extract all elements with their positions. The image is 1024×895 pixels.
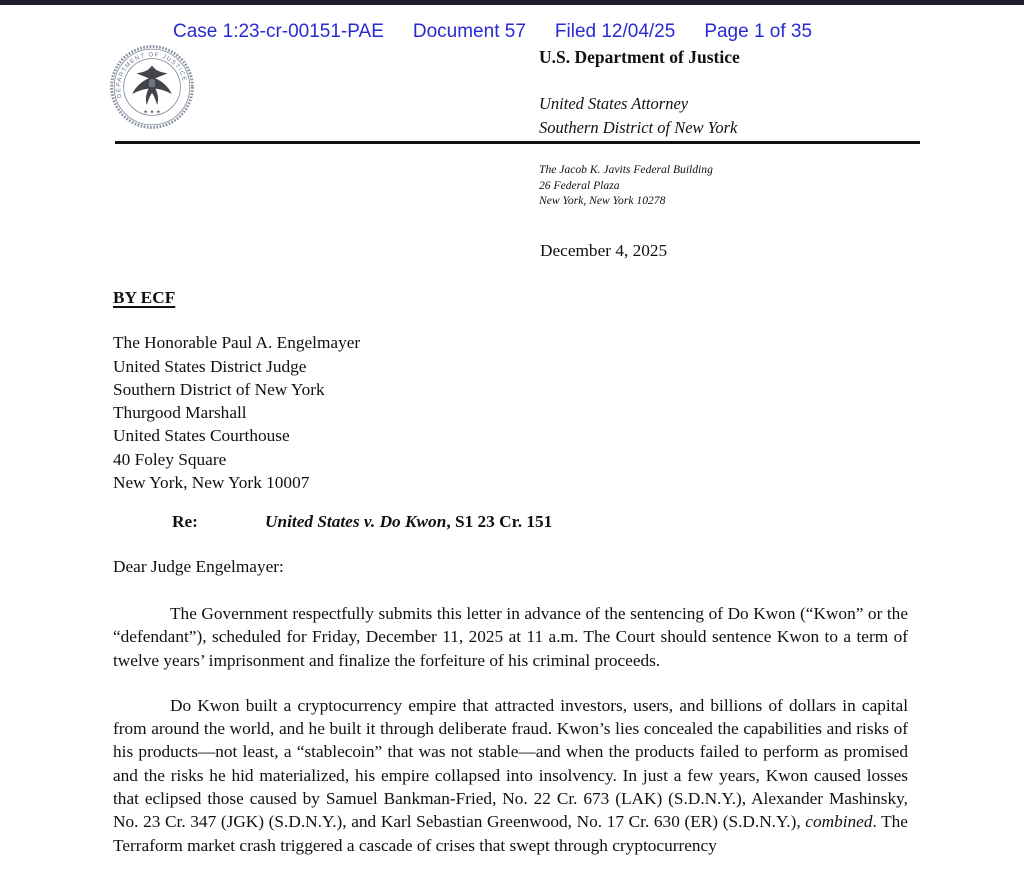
letter-body — [113, 286, 908, 874]
recipient-address-block — [113, 331, 908, 494]
letterhead-divider — [115, 141, 920, 144]
ecf-case-number: Case 1:23-cr-00151-PAE — [173, 21, 384, 42]
seal-eagle-icon — [132, 66, 172, 106]
recipient-line: Thurgood Marshall — [113, 403, 247, 423]
letter-date: December 4, 2025 — [540, 241, 668, 260]
recipient-line: The Honorable Paul A. Engelmayer — [113, 333, 361, 353]
ecf-document-number: Document 57 — [412, 21, 526, 42]
window-top-edge — [0, 0, 1024, 5]
building-address-line: The Jacob K. Javits Federal Building — [539, 163, 713, 176]
re-case-number: , S1 23 Cr. 151 — [446, 512, 553, 532]
doj-seal-icon — [109, 44, 195, 130]
agency-name: U.S. Department of Justice — [539, 47, 740, 67]
salutation: Dear Judge Engelmayer: — [113, 556, 284, 576]
body-paragraph-1: The Government respectfully submits this letter in advance of the sentencing of Do Kwon (“Kwon” or the “defendant”), scheduled for Friday, December 11, 2025 at 11 a.m. The Court should sentence Kwon to a term of twelve years’ imprisonment and finalize the forfeiture of his criminal proceeds. — [113, 603, 908, 670]
seal-stars: ★ ★ ★ — [143, 109, 161, 116]
letterhead — [539, 47, 939, 139]
body-paragraph-2: Do Kwon built a cryptocurrency empire that attracted investors, users, and billions of dollars in capital from around the world, and he built it through deliberate fraud. Kwon’s lies concealed the capabilities and risks of his products—not least, a “stablecoin” that was not stable—and when the products failed to perform as promised and the risks he hid materialized, his empire collapsed into insolvency. In just a few years, Kwon caused losses that eclipsed those caused by Samuel Bankman-Fried, No. 22 Cr. 673 (LAK) (S.D.N.Y.), Alexander Mashinsky, No. 23 Cr. 347 (JGK) (S.D.N.Y.), and Karl Sebastian Greenwood, No. 17 Cr. 630 (ER) (S.D.N.Y.), combined. The Terraform market crash triggered a cascade of crises that swept through cryptocurrency — [113, 695, 908, 855]
ecf-filed-date: Filed 12/04/25 — [554, 21, 676, 42]
recipient-line: Southern District of New York — [113, 379, 325, 399]
re-label: Re: — [172, 512, 198, 532]
delivery-method: BY ECF — [113, 288, 176, 307]
building-address — [539, 162, 713, 209]
re-case-name: United States v. Do Kwon — [265, 512, 447, 532]
building-address-line: 26 Federal Plaza — [539, 178, 620, 192]
building-address-line: New York, New York 10278 — [539, 194, 666, 208]
office-name — [539, 92, 939, 139]
office-line: United States Attorney — [539, 94, 689, 113]
recipient-line: New York, New York 10007 — [113, 473, 310, 493]
recipient-line: 40 Foley Square — [113, 449, 227, 469]
seal-ring-text: DEPARTMENT OF JUSTICE — [116, 52, 188, 99]
ecf-filing-header — [173, 21, 812, 43]
re-line — [113, 510, 908, 533]
ecf-page-number: Page 1 of 35 — [704, 21, 813, 42]
recipient-line: United States District Judge — [113, 356, 307, 376]
recipient-line: United States Courthouse — [113, 426, 290, 446]
office-line: Southern District of New York — [539, 117, 738, 137]
